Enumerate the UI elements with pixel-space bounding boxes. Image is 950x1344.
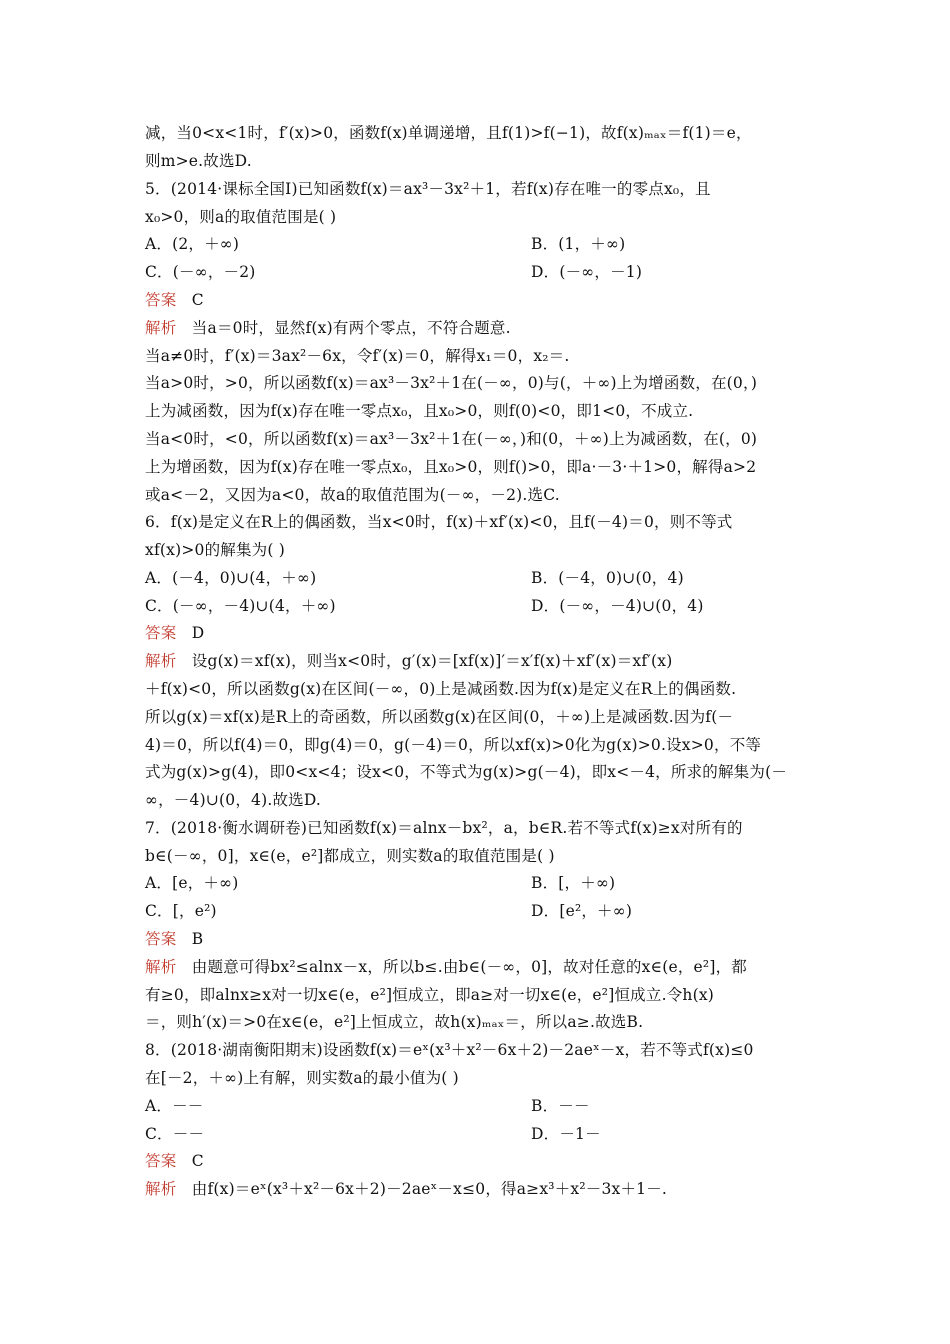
- q7-option-d: D．[e²，＋∞): [531, 902, 633, 920]
- question-6-stem: 6．f(x)是定义在R上的偶函数，当x<0时，f(x)＋xf′(x)<0，且f(－4)＝0，则不等式: [145, 513, 733, 531]
- question-5-stem-cont: x₀>0，则a的取值范围是( ): [145, 208, 337, 226]
- q8-option-c: C．－－: [145, 1125, 205, 1143]
- q5-option-b: B．(1，＋∞): [531, 235, 626, 253]
- q8-option-b: B．－－: [531, 1097, 590, 1115]
- question-7-stem: 7．(2018·衡水调研卷)已知函数f(x)＝alnx－bx²，a，b∈R.若不等式f(x)≥x对所有的: [145, 819, 743, 837]
- q5-answer-value: C: [191, 291, 204, 309]
- question-7-stem-cont: b∈(－∞，0]，x∈(e，e²]都成立，则实数a的取值范围是( ): [145, 847, 555, 865]
- analysis-label: 解析: [145, 319, 177, 337]
- question-8-stem-cont: 在[－2，＋∞)上有解，则实数a的最小值为( ): [145, 1069, 459, 1087]
- answer-label: 答案: [145, 1152, 177, 1170]
- q6-option-c: C．(－∞，－4)∪(4，＋∞): [145, 597, 336, 615]
- q8-answer-line: [145, 1151, 204, 1171]
- answer-label: 答案: [145, 930, 177, 948]
- q8-analysis-text: 由f(x)＝eˣ(x³＋x²－6x＋2)－2aeˣ－x≤0，得a≥x³＋x²－3x＋1－.: [191, 1180, 668, 1198]
- text-line: ∞，－4)∪(0，4).故选D.: [145, 791, 322, 809]
- text-line: ＋f(x)<0，所以函数g(x)在区间(－∞，0)上是减函数.因为f(x)是定义在R上的偶函数.: [145, 680, 737, 698]
- q5-answer-line: [145, 290, 204, 310]
- q5-option-a: A．(2，＋∞): [145, 235, 240, 253]
- q6-analysis-text: 设g(x)＝xf(x)，则当x<0时，g′(x)＝[xf(x)]′＝x′f(x)＋xf′(x)＝xf′(x): [191, 652, 673, 670]
- text-line: 则m>e.故选D.: [145, 152, 252, 170]
- q7-analysis-text: 由题意可得bx²≤alnx－x，所以b≤.由b∈(－∞，0]，故对任意的x∈(e，e²]，都: [191, 958, 747, 976]
- analysis-label: 解析: [145, 958, 177, 976]
- text-line: 当a>0时，>0，所以函数f(x)＝ax³－3x²＋1在(－∞，0)与(，＋∞)上为增函数，在(0，): [145, 374, 758, 392]
- q5-option-d: D．(－∞，－1): [531, 263, 643, 281]
- q7-answer-value: B: [191, 930, 204, 948]
- q8-analysis-line: [145, 1179, 667, 1199]
- analysis-label: 解析: [145, 652, 177, 670]
- q7-option-a: A．[e，＋∞): [145, 874, 239, 892]
- text-line: 或a<－2，又因为a<0，故a的取值范围为(－∞，－2).选C.: [145, 486, 560, 504]
- q8-option-d: D．－1－: [531, 1125, 601, 1143]
- question-6-stem-cont: xf(x)>0的解集为( ): [145, 541, 285, 559]
- q6-analysis-line: [145, 651, 672, 671]
- text-line: 式为g(x)>g(4)，即0<x<4；设x<0，不等式为g(x)>g(－4)，即x<－4，所求的解集为(－: [145, 763, 788, 781]
- q7-analysis-line: [145, 957, 747, 977]
- text-line: 有≥0，即alnx≥x对一切x∈(e，e²]恒成立，即a≥对一切x∈(e，e²]恒成立.令h(x): [145, 986, 715, 1004]
- answer-label: 答案: [145, 291, 177, 309]
- q6-option-a: A．(－4，0)∪(4，＋∞): [145, 569, 317, 587]
- q6-answer-value: D: [191, 624, 205, 642]
- q8-option-a: A．－－: [145, 1097, 204, 1115]
- text-line: 当a≠0时，f′(x)＝3ax²－6x，令f′(x)＝0，解得x₁＝0，x₂＝.: [145, 347, 570, 365]
- text-line: 减，当0<x<1时，f′(x)>0，函数f(x)单调递增，且f(1)>f(−1)，故f(x)ₘₐₓ＝f(1)＝e，: [145, 124, 752, 142]
- question-8-stem: 8．(2018·湖南衡阳期末)设函数f(x)＝eˣ(x³＋x²－6x＋2)－2aeˣ－x，若不等式f(x)≤0: [145, 1041, 754, 1059]
- text-line: 所以g(x)＝xf(x)是R上的奇函数，所以函数g(x)在区间(0，＋∞)上是减函数.因为f(－: [145, 708, 734, 726]
- q5-analysis-text: 当a＝0时，显然f(x)有两个零点，不符合题意.: [191, 319, 511, 337]
- q5-analysis-line: [145, 318, 511, 338]
- q8-answer-value: C: [191, 1152, 204, 1170]
- q7-answer-line: [145, 929, 203, 949]
- text-line: 上为增函数，因为f(x)存在唯一零点x₀，且x₀>0，则f()>0，即a·－3·＋1>0，解得a>2: [145, 458, 757, 476]
- text-line: 上为减函数，因为f(x)存在唯一零点x₀，且x₀>0，则f(0)<0，即1<0，不成立.: [145, 402, 694, 420]
- text-line: ＝，则h′(x)＝>0在x∈(e，e²]上恒成立，故h(x)ₘₐₓ＝，所以a≥.故选B.: [145, 1013, 644, 1031]
- q6-option-b: B．(－4，0)∪(0，4): [531, 569, 684, 587]
- text-line: 当a<0时，<0，所以函数f(x)＝ax³－3x²＋1在(－∞，)和(0，＋∞)上为减函数，在(，0): [145, 430, 758, 448]
- q7-option-c: C．[，e²): [145, 902, 217, 920]
- q5-option-c: C．(－∞，－2): [145, 263, 256, 281]
- q7-option-b: B．[，＋∞): [531, 874, 616, 892]
- answer-label: 答案: [145, 624, 177, 642]
- q6-option-d: D．(－∞，－4)∪(0，4): [531, 597, 704, 615]
- q6-answer-line: [145, 623, 204, 643]
- analysis-label: 解析: [145, 1180, 177, 1198]
- question-5-stem: 5．(2014·课标全国Ⅰ)已知函数f(x)＝ax³－3x²＋1，若f(x)存在唯一的零点x₀，且: [145, 180, 711, 198]
- text-line: 4)＝0，所以f(4)＝0，即g(4)＝0，g(－4)＝0，所以xf(x)>0化为g(x)>0.设x>0，不等: [145, 736, 762, 754]
